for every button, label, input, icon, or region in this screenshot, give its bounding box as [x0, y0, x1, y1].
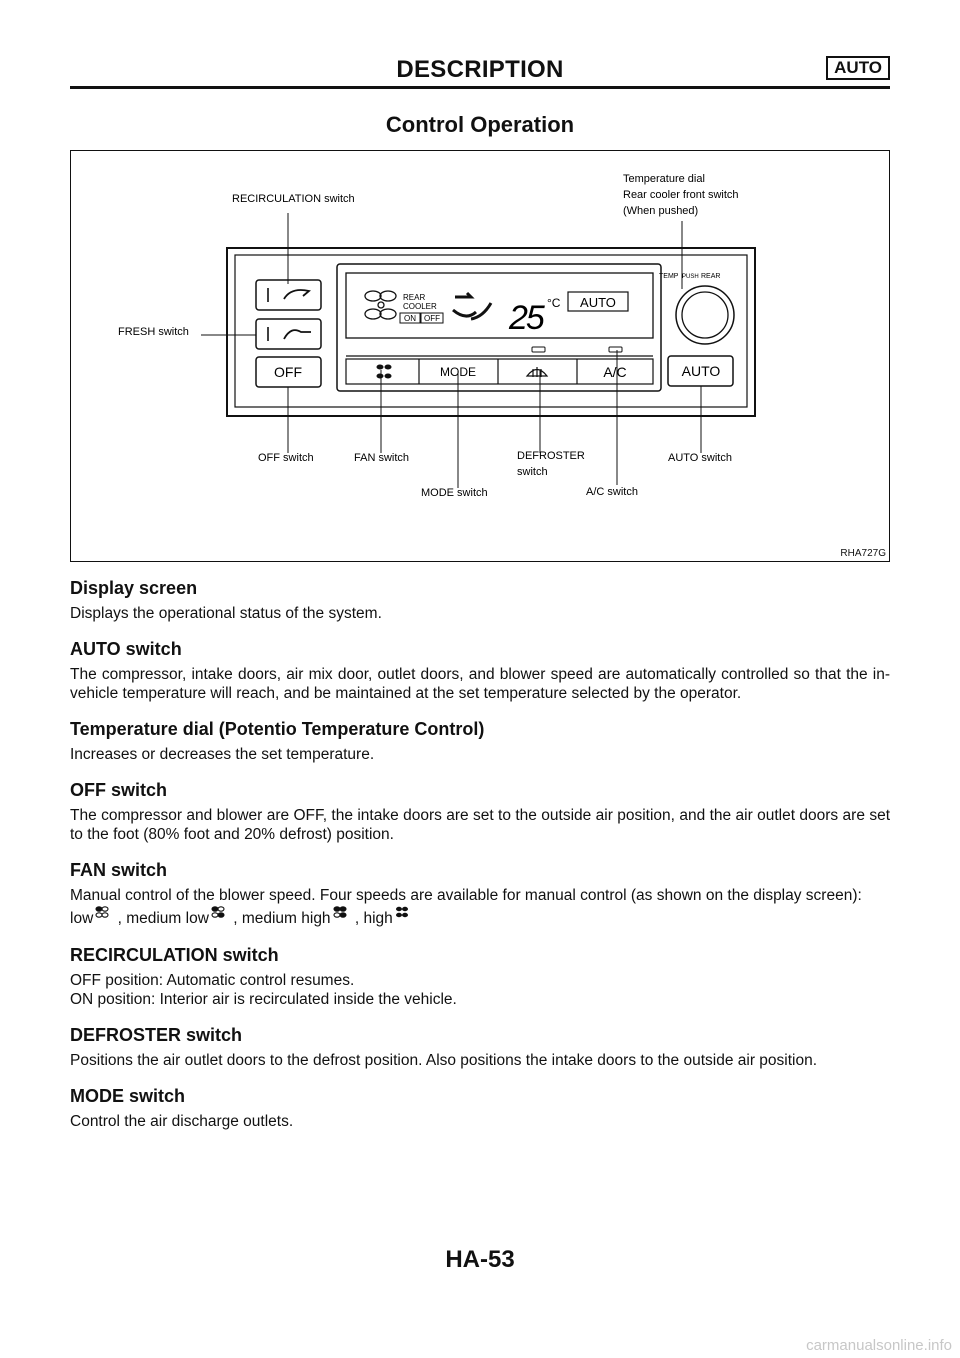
body-content [70, 576, 890, 1145]
fan-speed-line [70, 905, 890, 929]
control-panel-diagram [71, 151, 889, 561]
callout-fan: FAN switch [354, 452, 410, 464]
section-recirculation-switch [70, 943, 890, 1009]
section-heading: RECIRCULATION switch [70, 945, 279, 965]
fan-speed-low-label: low [70, 910, 94, 927]
section-temperature-dial [70, 717, 890, 764]
callout-off: OFF switch [258, 452, 314, 464]
fan-low-icon [95, 905, 109, 919]
rear-label: REAR [701, 273, 721, 280]
callout-auto: AUTO switch [668, 452, 732, 464]
callout-mode: MODE switch [421, 487, 488, 499]
fan-high-icon [395, 905, 409, 919]
callout-defroster-1: DEFROSTER [517, 450, 585, 462]
callout-temp-dial-2: Rear cooler front switch [623, 189, 739, 201]
section-text: Manual control of the blower speed. Four speeds are available for manual control (as shown on the display screen): [70, 887, 862, 904]
section-text: Positions the air outlet doors to the defrost position. Also positions the intake doors to the outside air position. [70, 1052, 818, 1069]
display-temperature: 25 [509, 299, 543, 337]
section-heading: DEFROSTER switch [70, 1025, 243, 1045]
section-display-screen [70, 576, 890, 623]
fan-medium-low-icon [211, 905, 225, 919]
section-heading: OFF switch [70, 780, 168, 800]
display-temp-unit: °C [547, 296, 561, 310]
mode-button-label: MODE [440, 365, 476, 379]
callout-ac: A/C switch [586, 486, 638, 498]
section-auto-switch [70, 637, 890, 703]
auto-button-label: AUTO [681, 363, 721, 379]
fan-speed-high-label: , high [354, 910, 393, 927]
ac-button-label: A/C [603, 364, 627, 380]
control-panel-figure [70, 150, 890, 562]
page-number: HA-53 [445, 1246, 515, 1273]
section-heading: Temperature dial (Potentio Temperature Control) [70, 719, 485, 739]
section-text: The compressor, intake doors, air mix door, outlet doors, and blower speed are automatically controlled so that the in-vehicle temperature will reach, and be maintained at the set temperature selected by the operator. [70, 666, 890, 702]
section-text-2: ON position: Interior air is recirculated inside the vehicle. [70, 991, 457, 1008]
section-heading: FAN switch [70, 860, 168, 880]
header-rule [70, 86, 890, 89]
display-off-label: OFF [424, 314, 440, 323]
section-fan-switch [70, 858, 890, 929]
push-label: PUSH [682, 274, 699, 280]
ac-indicator [609, 347, 622, 352]
section-heading: MODE switch [70, 1086, 186, 1106]
callout-temp-dial-1: Temperature dial [623, 173, 705, 185]
header-title: DESCRIPTION [396, 56, 564, 83]
display-on-label: ON [404, 314, 416, 323]
header-badge: AUTO [826, 56, 890, 80]
temp-label: TEMP [659, 273, 679, 280]
callout-temp-dial-3: (When pushed) [623, 205, 699, 217]
fan-medium-high-icon [333, 905, 347, 919]
section-mode-switch [70, 1084, 890, 1131]
display-auto-label: AUTO [580, 295, 616, 310]
fan-speed-medium-high-label: , medium high [233, 910, 331, 927]
section-text: The compressor and blower are OFF, the intake doors are set to the outside air position, and the air outlet doors are set to the foot (80% foot and 20% defrost) position. [70, 807, 890, 843]
recirc-button [256, 280, 321, 310]
section-defroster-switch [70, 1023, 890, 1070]
page-title: Control Operation [385, 112, 575, 137]
defrost-indicator [532, 347, 545, 352]
off-button-label: OFF [274, 364, 302, 380]
section-text: Displays the operational status of the system. [70, 605, 382, 622]
section-text: Increases or decreases the set temperature. [70, 746, 375, 763]
section-text: Control the air discharge outlets. [70, 1113, 294, 1130]
section-heading: Display screen [70, 578, 198, 598]
section-text: OFF position: Automatic control resumes. [70, 972, 355, 989]
callout-fresh: FRESH switch [118, 326, 189, 338]
display-cooler-label: COOLER [403, 302, 437, 311]
section-off-switch [70, 778, 890, 844]
fan-speed-medium-low-label: , medium low [117, 910, 209, 927]
watermark: carmanualsonline.info [806, 1337, 952, 1354]
callout-recirc: RECIRCULATION switch [232, 193, 355, 205]
display-rear-label: REAR [403, 293, 426, 302]
callout-defroster-2: switch [517, 466, 548, 478]
figure-id: RHA727G [840, 548, 886, 559]
page-header [70, 56, 890, 86]
section-heading: AUTO switch [70, 639, 182, 659]
